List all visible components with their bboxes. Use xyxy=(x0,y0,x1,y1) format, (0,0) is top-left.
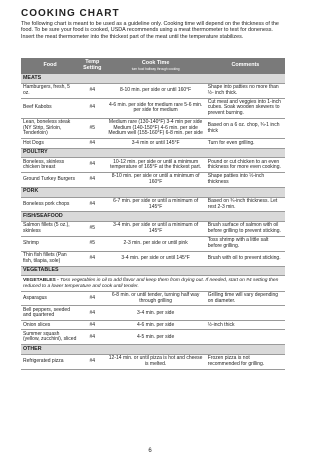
food-cell: Asparagus xyxy=(21,291,79,306)
section-title: MEATS xyxy=(21,74,285,83)
comments-cell: Turn for even grilling. xyxy=(206,139,285,148)
cook-time-cell: 3-4 min. per side xyxy=(105,306,205,321)
table-row xyxy=(21,197,285,212)
table-row xyxy=(21,158,285,173)
header-temp-setting: Temp Setting xyxy=(79,58,105,74)
section-title: VEGETABLES xyxy=(21,266,285,276)
comments-cell: Based on ¾-inch thickness. Let rest 2-3 min. xyxy=(206,197,285,212)
cook-time-cell: 3-4 min or until 145°F xyxy=(105,139,205,148)
section-title: POULTRY xyxy=(21,148,285,158)
cook-time-cell: 3-4 min. per side or until a minimum of 145°F xyxy=(105,222,205,237)
temp-setting-cell: #4 xyxy=(79,306,105,321)
food-cell: Hamburgers, fresh, 5 oz. xyxy=(21,83,79,98)
table-row xyxy=(21,330,285,345)
cook-time-cell: 3-4 min. per side or until 145°F xyxy=(105,251,205,266)
section-note-text: Toss vegetables in oil to add flavor and keep them from drying out. If needed, start on #4 setting then reduced to a lower temperature and cook until tender. xyxy=(23,277,279,289)
section-title: OTHER xyxy=(21,345,285,355)
comments-cell: ½-inch thick xyxy=(206,321,285,330)
page-number: 6 xyxy=(148,448,152,454)
food-cell: Summer squash (yellow, zucchini), sliced xyxy=(21,330,79,345)
cook-time-cell: 4-6 min. per side xyxy=(105,321,205,330)
section-header-row xyxy=(21,74,285,83)
temp-setting-cell: #4 xyxy=(79,139,105,148)
temp-setting-cell: #4 xyxy=(79,98,105,118)
cooking-chart-table xyxy=(21,58,285,370)
food-cell: Bell peppers, seeded and quartered xyxy=(21,306,79,321)
comments-cell: Frozen pizza is not recommended for grilling. xyxy=(206,355,285,370)
comments-cell: Shape patties into ½-inch thickness xyxy=(206,173,285,188)
cook-time-cell: 6-8 min. or until tender, turning half way through grilling xyxy=(105,291,205,306)
section-header-row xyxy=(21,187,285,197)
comments-cell: Shape into patties no more than ½- inch thick. xyxy=(206,83,285,98)
temp-setting-cell: #4 xyxy=(79,173,105,188)
food-cell: Ground Turkey Burgers xyxy=(21,173,79,188)
comments-cell: Grilling time will vary depending on diameter. xyxy=(206,291,285,306)
section-note-row xyxy=(21,276,285,291)
temp-setting-cell: #5 xyxy=(79,236,105,251)
table-row xyxy=(21,251,285,266)
cook-time-cell: 6-7 min. per side or until a minimum of 145°F xyxy=(105,197,205,212)
table-row xyxy=(21,355,285,370)
cook-time-cell: 2-3 min. per side or until pink xyxy=(105,236,205,251)
header-food: Food xyxy=(21,58,79,74)
page-title: COOKING CHART xyxy=(21,8,120,19)
table-row xyxy=(21,321,285,330)
food-cell: Hot Dogs xyxy=(21,139,79,148)
header-cook-time-subtitle: turn food halfway through cooking xyxy=(131,66,180,71)
cook-time-cell: 8-10 min. per side or until 160°F xyxy=(105,83,205,98)
temp-setting-cell: #4 xyxy=(79,251,105,266)
food-cell: Onion slices xyxy=(21,321,79,330)
table-row xyxy=(21,98,285,118)
table-header-row xyxy=(21,58,285,74)
cook-time-cell: 4-5 min. per side xyxy=(105,330,205,345)
section-header-row xyxy=(21,345,285,355)
comments-cell: Brush with oil to prevent sticking. xyxy=(206,251,285,266)
temp-setting-cell: #4 xyxy=(79,330,105,345)
cook-time-cell: 4-6 min. per side for medium rare 5-6 min. per side for medium xyxy=(105,98,205,118)
cook-time-cell: Medium rare (130-140°F) 3-4 min per side Medium (140-150°F) 4-6 min. per side Medium well (155-160°F) 6-8 min. per side xyxy=(105,118,205,138)
section-title: PORK xyxy=(21,187,285,197)
temp-setting-cell: #5 xyxy=(79,222,105,237)
temp-setting-cell: #4 xyxy=(79,355,105,370)
temp-setting-cell: #4 xyxy=(79,158,105,173)
cook-time-cell: 12-14 min. or until pizza is hot and cheese is melted. xyxy=(105,355,205,370)
food-cell: Thin fish fillets (Pan fish, tilapia, sole) xyxy=(21,251,79,266)
cook-time-cell: 8-10 min. per side or until a minimum of 160°F xyxy=(105,173,205,188)
table-row xyxy=(21,236,285,251)
cook-time-cell: 10-12 min. per side or until a minimum temperature of 165°F at the thickest part. xyxy=(105,158,205,173)
table-body xyxy=(21,74,285,369)
comments-cell xyxy=(206,330,285,345)
comments-cell: Toss shrimp with a little salt before grilling. xyxy=(206,236,285,251)
comments-cell: Cut meat and veggies into 1-inch cubes. Soak wooden skewers to prevent burning. xyxy=(206,98,285,118)
table-row xyxy=(21,306,285,321)
food-cell: Lean, boneless steak (NY Strip, Sirloin, Tenderloin) xyxy=(21,118,79,138)
section-note: VEGETABLES - Toss vegetables in oil to add flavor and keep them from drying out. If needed, start on #4 setting then reduced to a lower temperature and cook until tender. xyxy=(21,276,285,291)
table-row xyxy=(21,139,285,148)
food-cell: Boneless, skinless chicken breast xyxy=(21,158,79,173)
comments-cell xyxy=(206,306,285,321)
table-row xyxy=(21,291,285,306)
temp-setting-cell: #4 xyxy=(79,83,105,98)
section-header-row xyxy=(21,266,285,276)
table-row xyxy=(21,222,285,237)
table-row xyxy=(21,173,285,188)
comments-cell: Brush surface of salmon with oil before grilling to prevent sticking. xyxy=(206,222,285,237)
comments-cell: Based on a 6 oz. chop, ¾-1 inch thick xyxy=(206,118,285,138)
header-cook-time-label: Cook Time xyxy=(141,60,170,67)
section-title: FISH/SEAFOOD xyxy=(21,212,285,222)
table-row xyxy=(21,118,285,138)
food-cell: Boneless pork chops xyxy=(21,197,79,212)
table-row xyxy=(21,83,285,98)
temp-setting-cell: #5 xyxy=(79,118,105,138)
section-note-label: VEGETABLES xyxy=(23,277,56,283)
food-cell: Beef Kabobs xyxy=(21,98,79,118)
food-cell: Refrigerated pizza xyxy=(21,355,79,370)
temp-setting-cell: #4 xyxy=(79,291,105,306)
temp-setting-cell: #4 xyxy=(79,197,105,212)
section-header-row xyxy=(21,212,285,222)
food-cell: Salmon fillets (5 oz.), skinless xyxy=(21,222,79,237)
intro-paragraph: The following chart is meant to be used as a guideline only. Cooking time will depend on the thickness of the food. To be sure your food is cooked, USDA recommends using a meat thermometer to test for doneness. Insert the meat thermometer into the thickest part of the meat until the temperature stabilizes. xyxy=(21,21,279,40)
temp-setting-cell: #4 xyxy=(79,321,105,330)
section-header-row xyxy=(21,148,285,158)
header-cook-time xyxy=(105,58,205,74)
comments-cell: Pound or cut chicken to an even thickness for more even cooking. xyxy=(206,158,285,173)
header-comments: Comments xyxy=(206,58,285,74)
food-cell: Shrimp xyxy=(21,236,79,251)
